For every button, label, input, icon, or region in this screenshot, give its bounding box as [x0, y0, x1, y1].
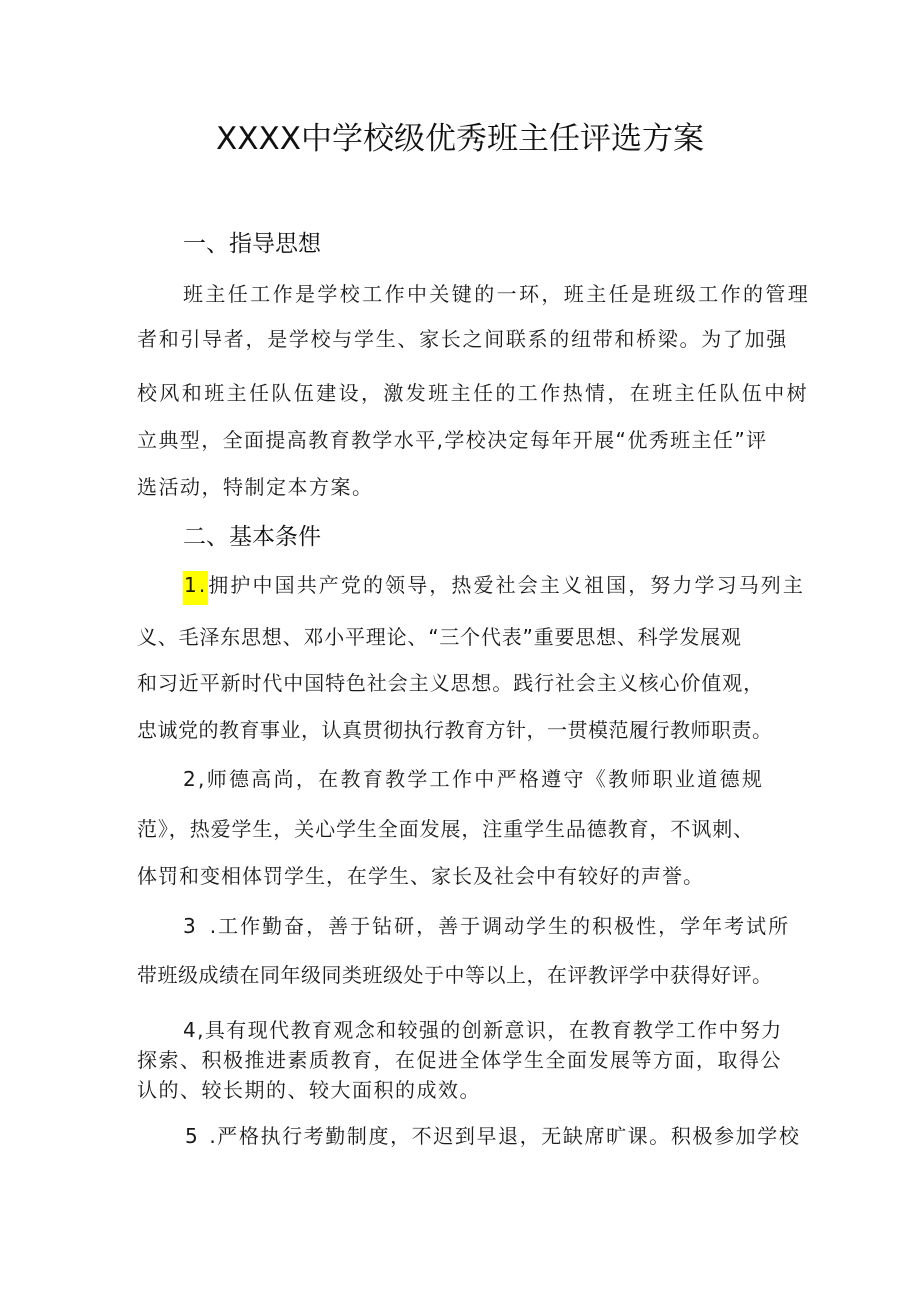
section-heading-basic-conditions: 二、基本条件 [183, 524, 321, 550]
document-title: XXXX中学校级优秀班主任评选方案 [216, 121, 704, 157]
section-heading-guiding-ideology: 一、指导思想 [183, 231, 321, 257]
paragraph-line: 校风和班主任队伍建设，激发班主任的工作热情，在班主任队伍中树 [137, 381, 809, 405]
paragraph-line: 义、毛泽东思想、邓小平理论、“三个代表”重要思想、科学发展观 [137, 625, 742, 649]
paragraph-line: .工作勤奋，善于钻研，善于调动学生的积极性，学年考试所 [209, 914, 791, 938]
paragraph-line: 探索、积极推进素质教育，在促进全体学生全面发展等方面，取得公 [137, 1048, 782, 1072]
paragraph-line: 立典型，全面提高教育教学水平,学校决定每年开展“优秀班主任”评 [137, 428, 768, 452]
paragraph-line: 者和引导者，是学校与学生、家长之间联系的纽带和桥梁。为了加强 [137, 327, 788, 351]
item-first-line [183, 765, 764, 793]
item-number: 4, [183, 1018, 205, 1042]
item-first-line [183, 1016, 783, 1044]
paragraph-line: 拥护中国共产党的领导，热爱社会主义祖国，努力学习马列主 [208, 573, 805, 597]
paragraph-line: 和习近平新时代中国特色社会主义思想。践行社会主义核心价值观， [137, 671, 764, 695]
paragraph-line: 班主任工作是学校工作中关键的一环，班主任是班级工作的管理 [183, 282, 811, 306]
paragraph-line: 师德高尚，在教育教学工作中严格遵守《教师职业道德规 [206, 767, 765, 791]
item-number: 3 [183, 914, 198, 938]
item-number: 5 [185, 1124, 200, 1148]
item-number: 2, [183, 767, 207, 791]
paragraph-line: 范》，热爱学生，关心学生全面发展，注重学生品德教育，不讽刺、 [137, 817, 754, 841]
item-number-highlighted: 1. [183, 571, 208, 605]
item-first-line [185, 1122, 801, 1150]
paragraph-line: 选活动，特制定本方案。 [137, 475, 374, 499]
paragraph-line: .严格执行考勤制度，不迟到早退，无缺席旷课。积极参加学校 [209, 1124, 801, 1148]
paragraph-line: 认的、较长期的、较大面积的成效。 [137, 1078, 481, 1102]
item-first-line [183, 912, 790, 940]
paragraph-line: 忠诚党的教育事业，认真贯彻执行教育方针，一贯模范履行教师职责。 [137, 718, 773, 742]
paragraph-line: 具有现代教育观念和较强的创新意识，在教育教学工作中努力 [204, 1018, 783, 1042]
item-first-line [183, 571, 805, 599]
paragraph-line: 体罚和变相体罚学生，在学生、家长及社会中有较好的声誉。 [137, 864, 704, 888]
paragraph-line: 带班级成绩在同年级同类班级处于中等以上，在评教评学中获得好评。 [137, 963, 773, 987]
